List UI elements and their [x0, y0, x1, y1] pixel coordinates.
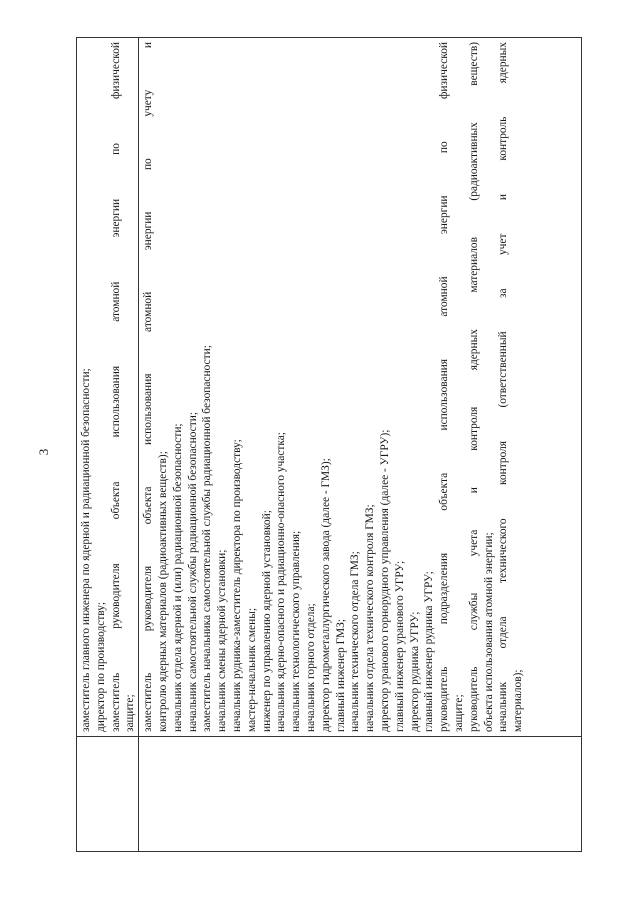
position-entry: контролю ядерных материалов (радиоактивных веществ); [156, 451, 169, 732]
rotated-page-content [76, 38, 582, 852]
position-entry: начальник рудника-заместитель директора по производству; [230, 439, 243, 732]
position-entry: заместитель руководителя объекта использования атомной энергии по учету и [142, 42, 155, 732]
position-entry: начальник отдела ядерной и (или) радиационной безопасности; [171, 423, 184, 732]
position-entry: начальник отдела технического контроля ГМЗ; [364, 504, 377, 732]
position-entry: руководитель подразделения объекта использования атомной энергии по физической [438, 42, 451, 732]
position-entry: заместитель начальника самостоятельной службы радиационной безопасности; [201, 345, 214, 732]
position-entry: директор гидрометаллургического завода (далее - ГМЗ); [319, 458, 332, 732]
position-entry: объекта использования атомной энергии; [482, 532, 495, 732]
position-entry: начальник технического отдела ГМЗ; [349, 551, 362, 732]
position-entry: инженер по управлению ядерной установкой; [260, 510, 273, 732]
position-entry: главный инженер рудника УГРУ; [423, 571, 436, 732]
table-cell-left [77, 737, 139, 852]
table-cell-right [77, 38, 139, 737]
position-entry: начальник ядерно-опасного и радиационно-опасного участка; [275, 432, 288, 732]
position-entry: начальник самостоятельной службы радиационной безопасности; [186, 412, 199, 732]
positions-table [76, 37, 582, 852]
entry-list [77, 38, 138, 736]
position-entry: директор рудника УГРУ; [408, 611, 421, 732]
position-entry: заместитель руководителя объекта использования атомной энергии по физической [109, 42, 122, 732]
position-entry: начальник отдела технического контроля (ответственный за учет и контроль ядерных [497, 42, 510, 732]
position-entry: мастер-начальник смены; [245, 607, 258, 732]
position-entry: начальник смены ядерной установки; [216, 549, 229, 732]
position-entry: директор уранового горнорудного управления (далее - УГРУ); [378, 429, 391, 732]
table-cell-left [139, 737, 582, 852]
entry-list [139, 38, 526, 736]
table-row [77, 38, 139, 852]
position-entry: руководитель службы учета и контроля ядерных материалов (радиоактивных веществ) [467, 42, 480, 732]
position-entry: директор по производству; [94, 601, 107, 732]
table-cell-right [139, 38, 582, 737]
position-entry: начальник технологического управления; [290, 530, 303, 732]
page-number: 3 [36, 448, 51, 456]
position-entry: главный инженер уранового УГРУ; [393, 560, 406, 732]
position-entry: заместитель главного инженера по ядерной и радиационной безопасности; [80, 368, 92, 732]
position-entry: главный инженер ГМЗ; [334, 619, 347, 732]
table-row [139, 38, 582, 852]
position-entry: начальник горного отдела; [304, 603, 317, 732]
position-entry: материалов); [512, 669, 525, 732]
position-entry: защите; [124, 694, 137, 732]
position-entry: защите; [452, 694, 465, 732]
